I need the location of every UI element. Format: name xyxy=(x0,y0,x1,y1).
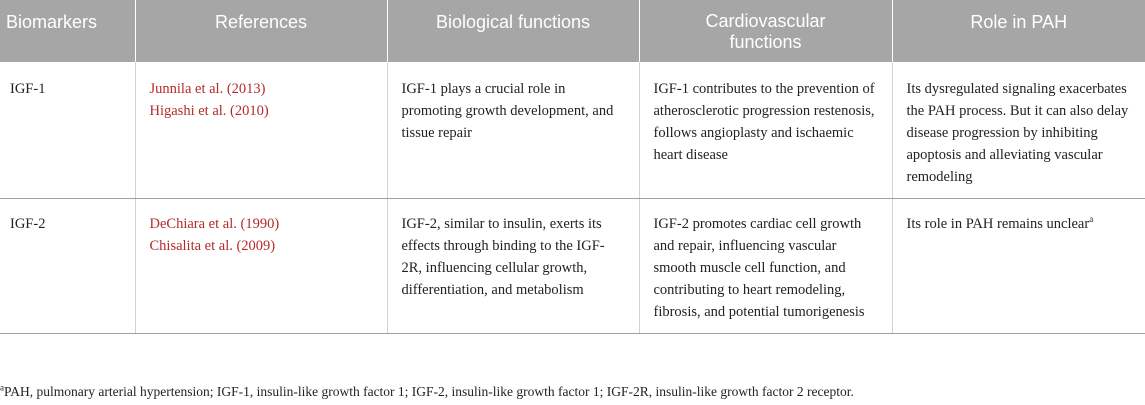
role-text: Its dysregulated signaling exacerbates the PAH process. But it can also delay disease progression by inhibiting apoptosis and alleviating vascular remodeling xyxy=(906,81,1129,185)
header-label: Biomarkers xyxy=(6,11,98,32)
cell-role-in-pah xyxy=(892,199,1145,334)
footnote-marker: a xyxy=(1089,214,1094,225)
reference-link[interactable]: DeChiara et al. (1990) xyxy=(149,216,280,232)
cell-biomarker: IGF-2 xyxy=(0,199,135,334)
table-row xyxy=(0,199,1145,334)
table-body xyxy=(0,62,1145,334)
cell-cardiovascular-functions: IGF-2 promotes cardiac cell growth and repair, influencing vascular smooth muscle cell function, and contributing to heart remodeling, fibrosis, and potential tumorigenesis xyxy=(639,199,892,334)
header-role-in-pah xyxy=(892,0,1145,62)
table-header xyxy=(0,0,1145,62)
table-row xyxy=(0,62,1145,199)
cell-cardiovascular-functions: IGF-1 contributes to the prevention of atherosclerotic progression restenosis, follows angioplasty and ischaemic heart disease xyxy=(639,62,892,199)
table-footnote xyxy=(0,384,854,400)
reference-link[interactable]: Higashi et al. (2010) xyxy=(149,103,269,119)
header-cardiovascular-functions xyxy=(639,0,892,62)
header-label: Role in PAH xyxy=(970,11,1068,32)
header-biological-functions xyxy=(387,0,639,62)
cell-biological-functions: IGF-1 plays a crucial role in promoting growth development, and tissue repair xyxy=(387,62,639,199)
reference-link[interactable]: Junnila et al. (2013) xyxy=(149,81,266,97)
header-label: Cardiovascular functions xyxy=(705,11,826,52)
header-label: Biological functions xyxy=(435,11,591,32)
cell-references xyxy=(135,62,387,199)
cell-role-in-pah xyxy=(892,62,1145,199)
footnote-marker: a xyxy=(0,382,4,393)
header-biomarkers xyxy=(0,0,135,62)
reference-link[interactable]: Chisalita et al. (2009) xyxy=(149,238,276,254)
role-text: Its role in PAH remains unclear xyxy=(906,216,1090,232)
header-label: References xyxy=(214,11,308,32)
header-references xyxy=(135,0,387,62)
cell-biomarker: IGF-1 xyxy=(0,62,135,199)
cell-biological-functions: IGF-2, similar to insulin, exerts its effects through binding to the IGF-2R, influencing cellular growth, differentiation, and metabolism xyxy=(387,199,639,334)
cell-references xyxy=(135,199,387,334)
header-row xyxy=(0,0,1145,62)
footnote-text: PAH, pulmonary arterial hypertension; IGF-1, insulin-like growth factor 1; IGF-2, insulin-like growth factor 1; IGF-2R, insulin-like growth factor 2 receptor. xyxy=(4,384,854,399)
